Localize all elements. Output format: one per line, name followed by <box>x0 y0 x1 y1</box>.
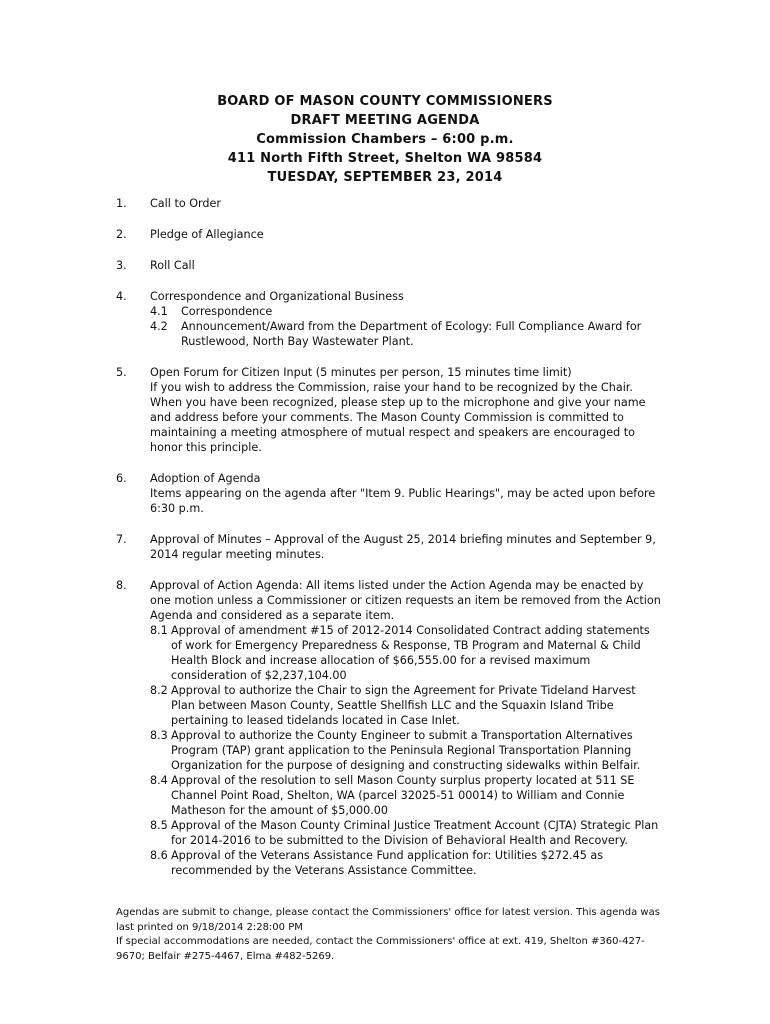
item-number: 3. <box>116 259 127 272</box>
item-text: Approval of Action Agenda: All items listed under the Action Agenda may be enacted by one motion unless a Commissioner or citizen requests an item be removed from the Action Agenda and considered as a separate item. <box>150 579 661 622</box>
footer-accommodations-note: If special accommodations are needed, contact the Commissioners' office at ext. 419, Shelton #360-427-9670; Belfair #275-4467, Elma #482-5269. <box>116 936 645 962</box>
agenda-item-6 <box>116 471 661 516</box>
agenda-list <box>116 196 661 894</box>
item-text: Open Forum for Citizen Input (5 minutes per person, 15 minutes time limit) <box>150 366 572 379</box>
sub-item-8-2 <box>150 683 661 728</box>
meeting-date: TUESDAY, SEPTEMBER 23, 2014 <box>267 170 503 185</box>
sub-item-text: Approval of the Mason County Criminal Justice Treatment Account (CJTA) Strategic Plan for 2014-2016 to be submitted to the Division of Behavioral Health and Recovery. <box>171 819 659 847</box>
item-detail: Items appearing on the agenda after "Item 9. Public Hearings", may be acted upon before 6:30 p.m. <box>150 487 656 515</box>
board-title: BOARD OF MASON COUNTY COMMISSIONERS <box>217 94 553 109</box>
agenda-item-1 <box>116 196 661 211</box>
sub-item-text: Approval to authorize the County Engineer to submit a Transportation Alternatives Program (TAP) grant application to the Peninsula Regional Transportation Planning Organization for the purpose of designing and constructing sidewalks within Belfair. <box>171 729 641 772</box>
agenda-item-2 <box>116 227 661 242</box>
agenda-item-5 <box>116 365 661 455</box>
sub-item-number: 8.4 <box>150 774 168 787</box>
sub-item-text: Correspondence <box>181 305 273 318</box>
sub-item-number: 8.5 <box>150 819 168 832</box>
sub-item-number: 8.1 <box>150 624 168 637</box>
agenda-header <box>0 92 770 187</box>
agenda-footer <box>116 906 661 964</box>
sub-item-4-1 <box>150 304 661 319</box>
agenda-item-3 <box>116 258 661 273</box>
item-text: Roll Call <box>150 259 195 272</box>
sub-item-text: Approval to authorize the Chair to sign the Agreement for Private Tideland Harvest Plan between Mason County, Seattle Shellfish LLC and the Squaxin Island Tribe pertaining to leased tidelands located in Case Inlet. <box>171 684 636 727</box>
agenda-item-8 <box>116 578 661 878</box>
item-number: 7. <box>116 533 127 546</box>
item-number: 1. <box>116 197 127 210</box>
item-number: 5. <box>116 366 127 379</box>
item-text: Adoption of Agenda <box>150 472 261 485</box>
item-number: 8. <box>116 579 127 592</box>
sub-item-8-1 <box>150 623 661 683</box>
sub-item-text: Approval of the resolution to sell Mason County surplus property located at 511 SE Channel Point Road, Shelton, WA (parcel 32025-51 00014) to William and Connie Matheson for the amount of $5,000.00 <box>171 774 635 817</box>
meeting-address: 411 North Fifth Street, Shelton WA 98584 <box>227 151 543 166</box>
item-text: Pledge of Allegiance <box>150 228 264 241</box>
agenda-item-4 <box>116 289 661 349</box>
sub-item-4-2 <box>150 319 661 349</box>
sub-item-8-6 <box>150 848 661 878</box>
sub-item-text: Approval of amendment #15 of 2012-2014 Consolidated Contract adding statements of work for Emergency Preparedness & Response, TB Program and Maternal & Child Health Block and increase allocation of $66,555.00 for a revised maximum consideration of $2,237,104.00 <box>171 624 650 682</box>
item-text: Call to Order <box>150 197 222 210</box>
meeting-location: Commission Chambers – 6:00 p.m. <box>256 132 514 147</box>
item-number: 4. <box>116 290 127 303</box>
item-number: 2. <box>116 228 127 241</box>
sub-item-number: 8.2 <box>150 684 168 697</box>
sub-item-number: 4.2 <box>150 320 168 333</box>
item-text: Correspondence and Organizational Business <box>150 290 404 303</box>
sub-item-text: Announcement/Award from the Department of Ecology: Full Compliance Award for Rustlewood, North Bay Wastewater Plant. <box>181 320 642 348</box>
sub-item-number: 4.1 <box>150 305 168 318</box>
agenda-item-7 <box>116 532 661 562</box>
sub-item-8-3 <box>150 728 661 773</box>
footer-version-note: Agendas are submit to change, please contact the Commissioners' office for latest version. This agenda was last printed on 9/18/2014 2:28:00 PM <box>116 907 660 933</box>
item-detail: If you wish to address the Commission, raise your hand to be recognized by the Chair. When you have been recognized, please step up to the microphone and give your name and address before your comments. The Mason County Commission is committed to maintaining a meeting atmosphere of mutual respect and speakers are encouraged to honor this principle. <box>150 381 646 454</box>
item-text: Approval of Minutes – Approval of the August 25, 2014 briefing minutes and September 9, 2014 regular meeting minutes. <box>150 533 656 561</box>
item-number: 6. <box>116 472 127 485</box>
sub-item-8-4 <box>150 773 661 818</box>
sub-item-text: Approval of the Veterans Assistance Fund application for: Utilities $272.45 as recommended by the Veterans Assistance Committee. <box>171 849 604 877</box>
sub-item-8-5 <box>150 818 661 848</box>
agenda-title: DRAFT MEETING AGENDA <box>290 113 480 128</box>
sub-item-number: 8.3 <box>150 729 168 742</box>
sub-item-number: 8.6 <box>150 849 168 862</box>
